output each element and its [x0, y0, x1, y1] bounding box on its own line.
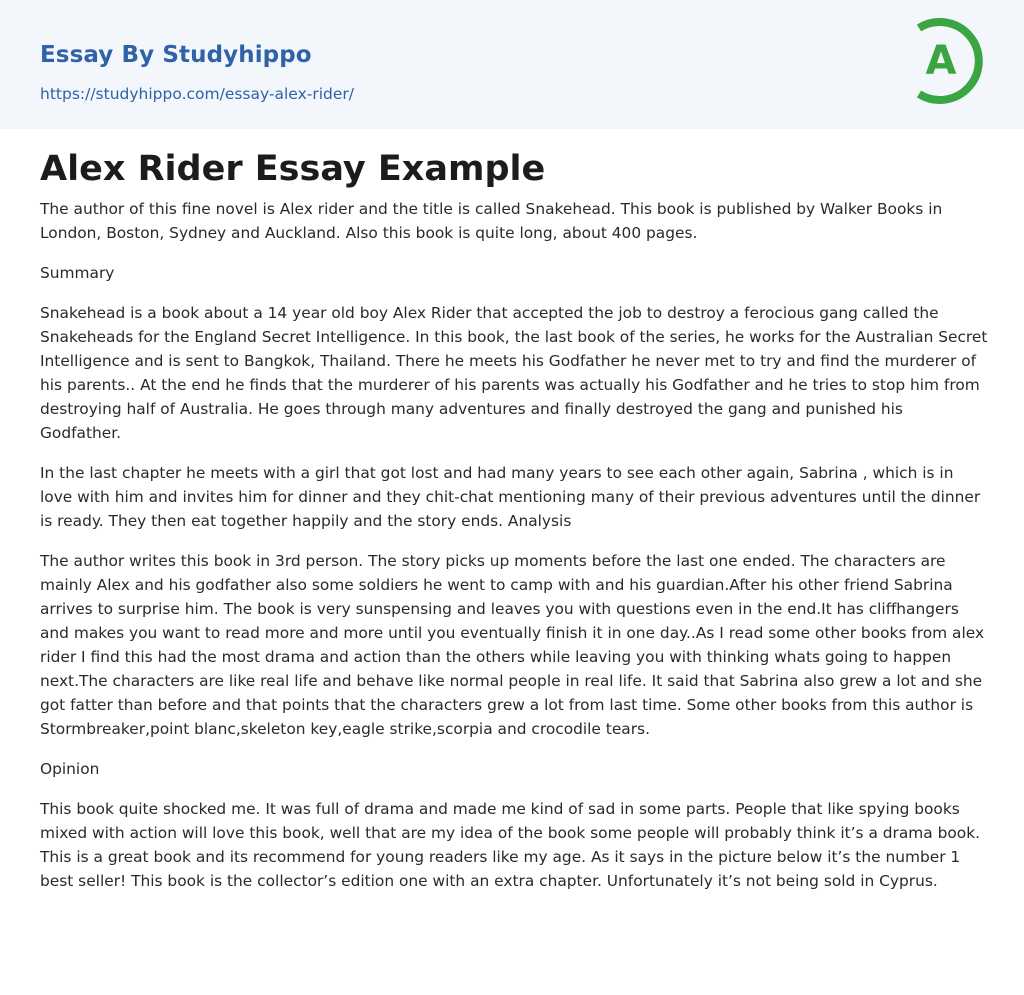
summary-paragraph: Snakehead is a book about a 14 year old boy Alex Rider that accepted the job to destroy a ferocious gang called the Snakeheads for the England Secret Intelligence. In this book, the last book of the series, he works for the Australian Secret Intelligence and is sent to Bangkok, Thailand. There he meets his Godfather he never met to try and find the murderer of his parents.. At the end he finds that the murderer of his parents was actually his Godfather and he tries to stop him from destroying half of Australia. He goes through many adventures and finally destroyed the gang and punished his Godfather.: [40, 304, 988, 442]
intro-paragraph: The author of this fine novel is Alex rider and the title is called Snakehead. This book is published by Walker Books in London, Boston, Sydney and Auckland. Also this book is quite long, about 400 pages.: [40, 200, 943, 242]
summary-heading: Summary: [40, 264, 115, 282]
opinion-heading: Opinion: [40, 760, 100, 778]
analysis-paragraph: The author writes this book in 3rd person. The story picks up moments before the last one ended. The characters are mainly Alex and his godfather also some soldiers he went to camp with and his guardian.After his other friend Sabrina arrives to surprise him. The book is very sunspensing and leaves you with questions even in the end.It has cliffhangers and makes you want to read more and more until you eventually finish it in one day..As I read some other books from alex rider I find this had the most drama and action than the others while leaving you with thinking whats going to happen next.The characters are like real life and behave like normal people in real life. It said that Sabrina also grew a lot and she got fatter than before and that points that the characters grew a lot from last time. Some other books from this author is Stormbreaker,point blanc,skeleton key,eagle strike,scorpia and crocodile tears.: [40, 552, 985, 738]
article: [0, 149, 1024, 893]
last-chapter-paragraph: In the last chapter he meets with a girl that got lost and had many years to see each other again, Sabrina , which is in love with him and invites him for dinner and they chit-chat mentioning many of their previous adventures until the dinner is ready. They then eat together happily and the story ends. Analysis: [40, 464, 981, 530]
opinion-paragraph: This book quite shocked me. It was full of drama and made me kind of sad in some parts. People that like spying books mixed with action will love this book, well that are my idea of the book some people will probably think it’s a drama book. This is a great book and its recommend for young readers like my age. As it says in the picture below it’s the number 1 best seller! This book is the collector’s edition one with an extra chapter. Unfortunately it’s not being sold in Cyprus.: [40, 800, 981, 890]
article-title: Alex Rider Essay Example: [40, 149, 546, 189]
site-header: [0, 0, 1024, 129]
brand-title[interactable]: Essay By Studyhippo: [40, 42, 312, 68]
logo-letter: A: [925, 38, 957, 84]
studyhippo-logo-icon[interactable]: [910, 18, 988, 106]
source-url-link[interactable]: https://studyhippo.com/essay-alex-rider/: [40, 85, 354, 103]
